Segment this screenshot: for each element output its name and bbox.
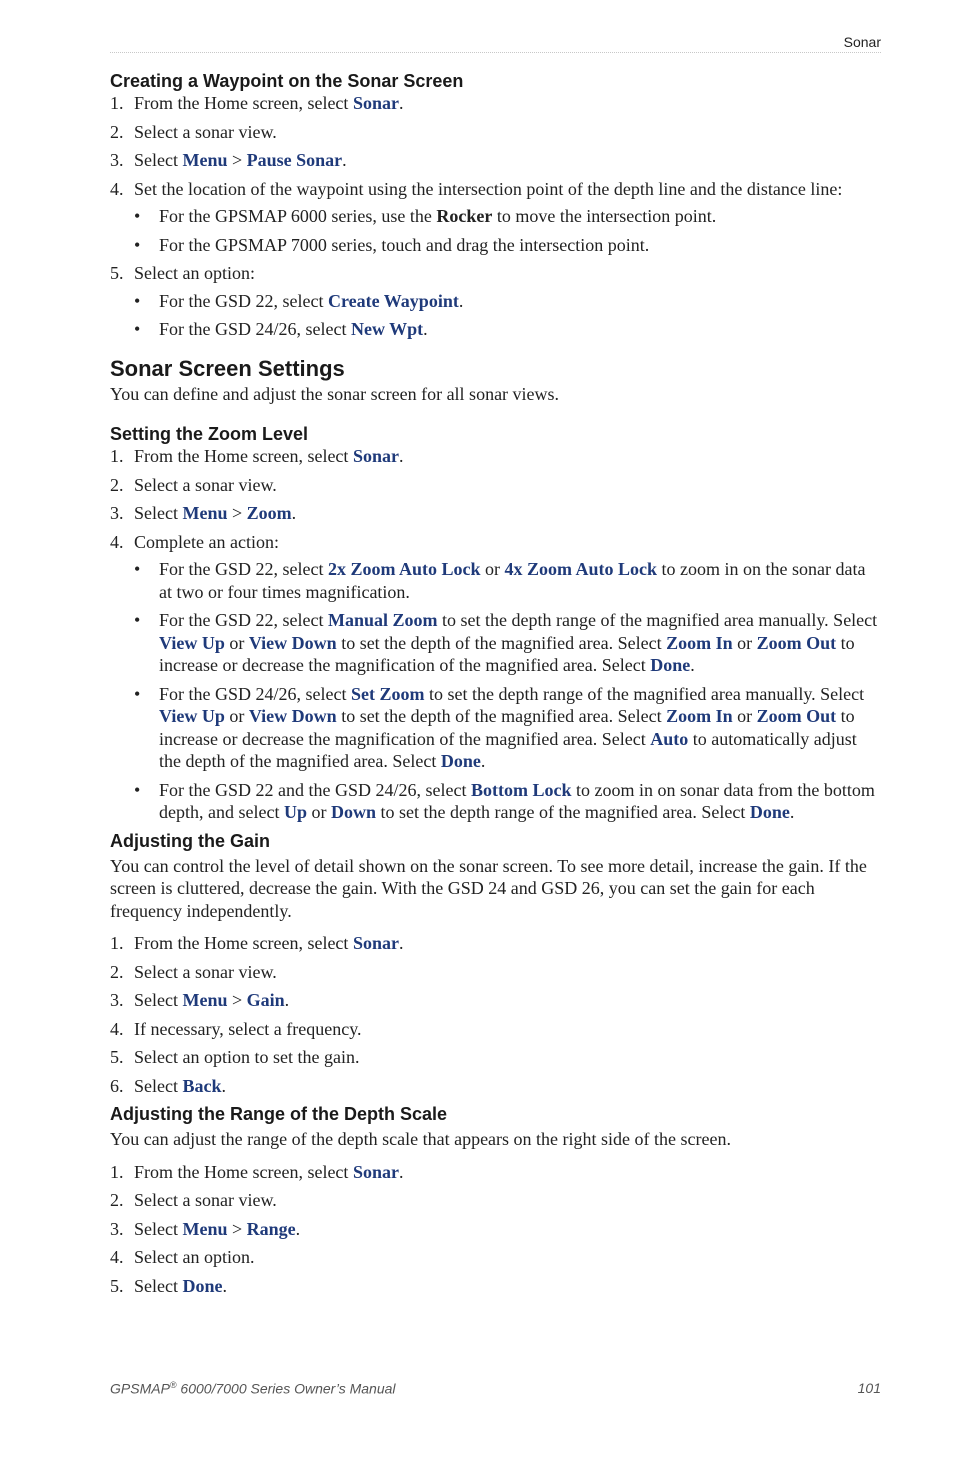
step-text: . xyxy=(284,990,290,1010)
ui-command-label: Menu xyxy=(182,503,228,523)
step-text: to increase or decrease the magnification of the magnified area. Select xyxy=(159,632,855,675)
page-number: 101 xyxy=(857,1380,881,1396)
step-body xyxy=(134,179,842,199)
ui-command-label: Range xyxy=(246,1218,296,1239)
step-number: 4. xyxy=(110,178,124,199)
footer-title xyxy=(110,1380,396,1397)
ui-command-label: Sonar xyxy=(352,1161,399,1182)
step-text: to set the depth range of the magnified area. Select xyxy=(376,802,750,822)
step-text: Complete an action: xyxy=(134,531,279,552)
footer-title-rest: 6000/7000 Series Owner’s Manual xyxy=(176,1380,396,1397)
step-body xyxy=(134,1162,403,1182)
ui-command-label: Done xyxy=(440,751,481,771)
bullet-icon: • xyxy=(134,290,141,311)
bullet-item xyxy=(110,234,882,257)
settings-intro: You can define and adjust the sonar screen for all sonar views. xyxy=(110,383,560,404)
step-number: 3. xyxy=(110,150,124,170)
bullet-icon: • xyxy=(134,559,141,579)
step-text: to set the depth of the magnified area. Select xyxy=(336,632,667,653)
step-text: . xyxy=(398,1161,404,1182)
step-body xyxy=(134,1190,277,1210)
ui-command-label: Bottom Lock xyxy=(470,779,572,800)
section-creating-waypoint xyxy=(110,70,882,341)
step-body xyxy=(134,93,403,113)
step-number: 1. xyxy=(110,93,124,113)
heading-sonar-screen-settings: Sonar Screen Settings xyxy=(110,355,345,381)
step-number: 2. xyxy=(110,961,124,982)
bullet-item xyxy=(110,609,882,677)
ui-command-label: Zoom In xyxy=(666,706,733,726)
registered-mark: ® xyxy=(169,1380,177,1390)
step-text: Select xyxy=(134,1218,183,1239)
step-text: to set the depth range of the magnified area manually. Select xyxy=(437,610,878,630)
ui-command-label: View Down xyxy=(248,706,337,726)
step-text: or xyxy=(732,632,757,653)
list-item xyxy=(110,1246,882,1269)
gain-intro: You can control the level of detail shown on the sonar screen. To see more detail, increase the gain. If the screen is cluttered, decrease the gain. With the GSD 24 and GSD 26, you can set the gain for each frequency independently. xyxy=(110,855,867,921)
footer-product: GPSMAP xyxy=(110,1380,170,1397)
step-text: Select a sonar view. xyxy=(134,474,277,495)
step-text: If necessary, select a frequency. xyxy=(134,1018,362,1039)
key-label: Rocker xyxy=(436,206,493,226)
ui-command-label: Sonar xyxy=(352,933,399,953)
ui-command-label: Menu xyxy=(182,990,228,1010)
bullet-list xyxy=(110,205,882,256)
step-text: to automatically adjust the depth of the magnified area. Select xyxy=(159,728,857,771)
steps-list xyxy=(110,1161,882,1298)
ui-command-label: View Down xyxy=(248,632,337,653)
step-text: From the Home screen, select xyxy=(134,446,353,466)
ui-command-label: View Up xyxy=(159,632,225,653)
step-number: 2. xyxy=(110,121,124,142)
ui-command-label: Manual Zoom xyxy=(327,610,438,630)
step-text: . xyxy=(291,503,297,523)
step-text: Select an option. xyxy=(134,1247,255,1267)
bullet-list xyxy=(110,558,882,824)
bullet-icon: • xyxy=(134,319,141,339)
bullet-item xyxy=(110,558,882,603)
step-text: For the GPSMAP 6000 series, use the xyxy=(159,206,437,226)
step-body xyxy=(134,1076,226,1096)
ui-command-label: Back xyxy=(182,1075,222,1096)
ui-command-label: Auto xyxy=(650,728,689,749)
list-item xyxy=(110,1189,882,1212)
bullet-item xyxy=(110,318,882,341)
range-intro: You can adjust the range of the depth scale that appears on the right side of the screen. xyxy=(110,1129,731,1149)
ui-command-label: Menu xyxy=(182,1218,228,1239)
list-item xyxy=(110,262,882,341)
list-item xyxy=(110,1018,882,1041)
step-number: 1. xyxy=(110,446,124,466)
bullet-item xyxy=(110,683,882,773)
bullet-item xyxy=(110,779,882,824)
step-number: 3. xyxy=(110,990,124,1010)
step-number: 2. xyxy=(110,1190,124,1210)
step-number: 3. xyxy=(110,503,124,523)
step-number: 1. xyxy=(110,1161,124,1182)
section-depth-scale-range xyxy=(110,1103,882,1297)
step-text: Select xyxy=(134,150,183,170)
step-number: 6. xyxy=(110,1075,124,1096)
ui-command-label: Done xyxy=(749,802,790,822)
list-item xyxy=(110,1275,882,1298)
step-text: For the GSD 22, select xyxy=(159,610,328,630)
step-number: 5. xyxy=(110,1275,124,1296)
ui-command-label: Pause Sonar xyxy=(246,150,343,170)
ui-command-label: Done xyxy=(182,1275,223,1296)
step-text: Select an option: xyxy=(134,263,255,283)
list-item xyxy=(110,474,882,497)
step-text: . xyxy=(789,802,795,822)
step-text: From the Home screen, select xyxy=(134,933,353,953)
step-body xyxy=(134,475,277,495)
step-number: 1. xyxy=(110,933,124,953)
bullet-icon: • xyxy=(134,610,141,630)
step-text: Select a sonar view. xyxy=(134,961,277,982)
section-adjusting-gain xyxy=(110,830,882,1098)
step-text: Select xyxy=(134,990,183,1010)
step-text: to move the intersection point. xyxy=(492,206,717,226)
list-item xyxy=(110,1218,882,1241)
step-text: > xyxy=(227,150,247,170)
page-footer xyxy=(110,1380,881,1397)
list-item xyxy=(110,1161,882,1184)
step-text: or xyxy=(224,706,249,726)
section-zoom-level xyxy=(110,423,882,824)
step-text: to set the depth of the magnified area. Select xyxy=(336,706,667,726)
step-text: to zoom in on the sonar data at two or four times magnification. xyxy=(159,559,866,602)
step-body xyxy=(134,1276,227,1296)
step-body xyxy=(134,933,403,953)
ui-command-label: Zoom Out xyxy=(756,706,837,726)
step-text: For the GSD 24/26, select xyxy=(159,319,351,339)
step-text: . xyxy=(398,933,404,953)
step-body xyxy=(134,532,279,552)
step-text: to increase or decrease the magnification of the magnified area. Select xyxy=(159,706,855,749)
ui-command-label: Zoom Out xyxy=(756,632,837,653)
list-item xyxy=(110,932,882,955)
step-body xyxy=(134,150,347,170)
list-item xyxy=(110,149,882,172)
bullet-item xyxy=(110,205,882,228)
step-text: > xyxy=(227,990,247,1010)
step-body xyxy=(134,503,296,523)
step-text: From the Home screen, select xyxy=(134,93,353,113)
ui-command-label: Zoom xyxy=(246,503,292,523)
step-body xyxy=(134,1047,359,1067)
step-text: > xyxy=(227,503,247,523)
ui-command-label: 4x Zoom Auto Lock xyxy=(504,559,658,579)
ui-command-label: Sonar xyxy=(352,446,399,466)
step-text: Set the location of the waypoint using the intersection point of the depth line and the distance line: xyxy=(134,178,843,199)
step-body xyxy=(134,1019,362,1039)
list-item xyxy=(110,502,882,525)
heading-zoom-level: Setting the Zoom Level xyxy=(110,424,309,444)
list-item xyxy=(110,92,882,115)
step-number: 5. xyxy=(110,1047,124,1067)
ui-command-label: Up xyxy=(283,802,307,822)
step-body xyxy=(134,990,289,1010)
step-body xyxy=(134,263,255,283)
step-text: Select xyxy=(134,1275,183,1296)
steps-list xyxy=(110,932,882,1097)
step-text: . xyxy=(423,319,428,339)
step-text: For the GSD 24/26, select xyxy=(159,683,351,704)
step-number: 4. xyxy=(110,531,124,552)
ui-command-label: Gain xyxy=(246,990,285,1010)
step-text: or xyxy=(732,706,757,726)
step-text: to set the depth range of the magnified area manually. Select xyxy=(424,683,865,704)
step-body xyxy=(134,1219,300,1239)
heading-adjusting-gain: Adjusting the Gain xyxy=(110,830,270,851)
ui-command-label: Set Zoom xyxy=(350,683,425,704)
step-text: Select xyxy=(134,1075,183,1096)
page-content xyxy=(110,70,882,1303)
heading-creating-waypoint: Creating a Waypoint on the Sonar Screen xyxy=(110,71,464,91)
step-body xyxy=(134,122,277,142)
ui-command-label: Sonar xyxy=(352,93,399,113)
step-number: 2. xyxy=(110,474,124,495)
bullet-icon: • xyxy=(134,234,141,255)
step-text: or xyxy=(480,559,505,579)
header-rule xyxy=(110,52,881,53)
step-text: For the GSD 22, select xyxy=(159,290,328,311)
list-item xyxy=(110,961,882,984)
step-body xyxy=(134,1247,254,1267)
step-text: From the Home screen, select xyxy=(134,1161,353,1182)
running-head: Sonar xyxy=(843,34,881,50)
ui-command-label: Menu xyxy=(182,150,228,170)
bullet-icon: • xyxy=(134,779,141,800)
step-text: to zoom in on sonar data from the bottom depth, and select xyxy=(159,779,875,822)
step-body xyxy=(134,962,277,982)
list-item xyxy=(110,531,882,824)
step-text: . xyxy=(458,290,464,311)
step-number: 3. xyxy=(110,1218,124,1239)
bullet-item xyxy=(110,290,882,313)
bullet-icon: • xyxy=(134,683,141,704)
heading-depth-scale-range: Adjusting the Range of the Depth Scale xyxy=(110,1104,448,1124)
step-text: Select a sonar view. xyxy=(134,121,277,142)
step-body xyxy=(134,446,403,466)
list-item xyxy=(110,989,882,1012)
step-text: . xyxy=(398,93,404,113)
step-number: 4. xyxy=(110,1247,124,1267)
ui-command-label: Down xyxy=(330,802,376,822)
ui-command-label: Done xyxy=(650,655,691,675)
list-item xyxy=(110,1046,882,1069)
step-text: For the GPSMAP 7000 series, touch and drag the intersection point. xyxy=(159,234,650,255)
step-text: > xyxy=(227,1218,247,1239)
steps-list xyxy=(110,92,882,341)
step-text: or xyxy=(224,632,249,653)
step-text: or xyxy=(306,802,331,822)
list-item xyxy=(110,1075,882,1098)
step-text: . xyxy=(342,150,347,170)
step-number: 5. xyxy=(110,263,124,283)
ui-command-label: View Up xyxy=(159,706,225,726)
ui-command-label: 2x Zoom Auto Lock xyxy=(327,559,481,579)
step-number: 4. xyxy=(110,1018,124,1039)
step-text: . xyxy=(690,655,695,675)
list-item xyxy=(110,178,882,257)
step-text: Select xyxy=(134,503,183,523)
step-text: . xyxy=(295,1218,301,1239)
list-item xyxy=(110,445,882,468)
bullet-list xyxy=(110,290,882,341)
step-text: For the GSD 22, select xyxy=(159,559,328,579)
list-item xyxy=(110,121,882,144)
steps-list xyxy=(110,445,882,824)
step-text: . xyxy=(222,1275,227,1296)
step-text: . xyxy=(221,1075,226,1096)
step-text: . xyxy=(398,446,404,466)
bullet-icon: • xyxy=(134,206,141,226)
ui-command-label: Create Waypoint xyxy=(327,290,459,311)
ui-command-label: New Wpt xyxy=(350,319,424,339)
step-text: Select an option to set the gain. xyxy=(134,1047,360,1067)
step-text: For the GSD 22 and the GSD 24/26, select xyxy=(159,779,471,800)
ui-command-label: Zoom In xyxy=(666,632,733,653)
step-text: . xyxy=(480,751,486,771)
section-sonar-screen-settings xyxy=(110,355,882,406)
step-text: Select a sonar view. xyxy=(134,1190,277,1210)
